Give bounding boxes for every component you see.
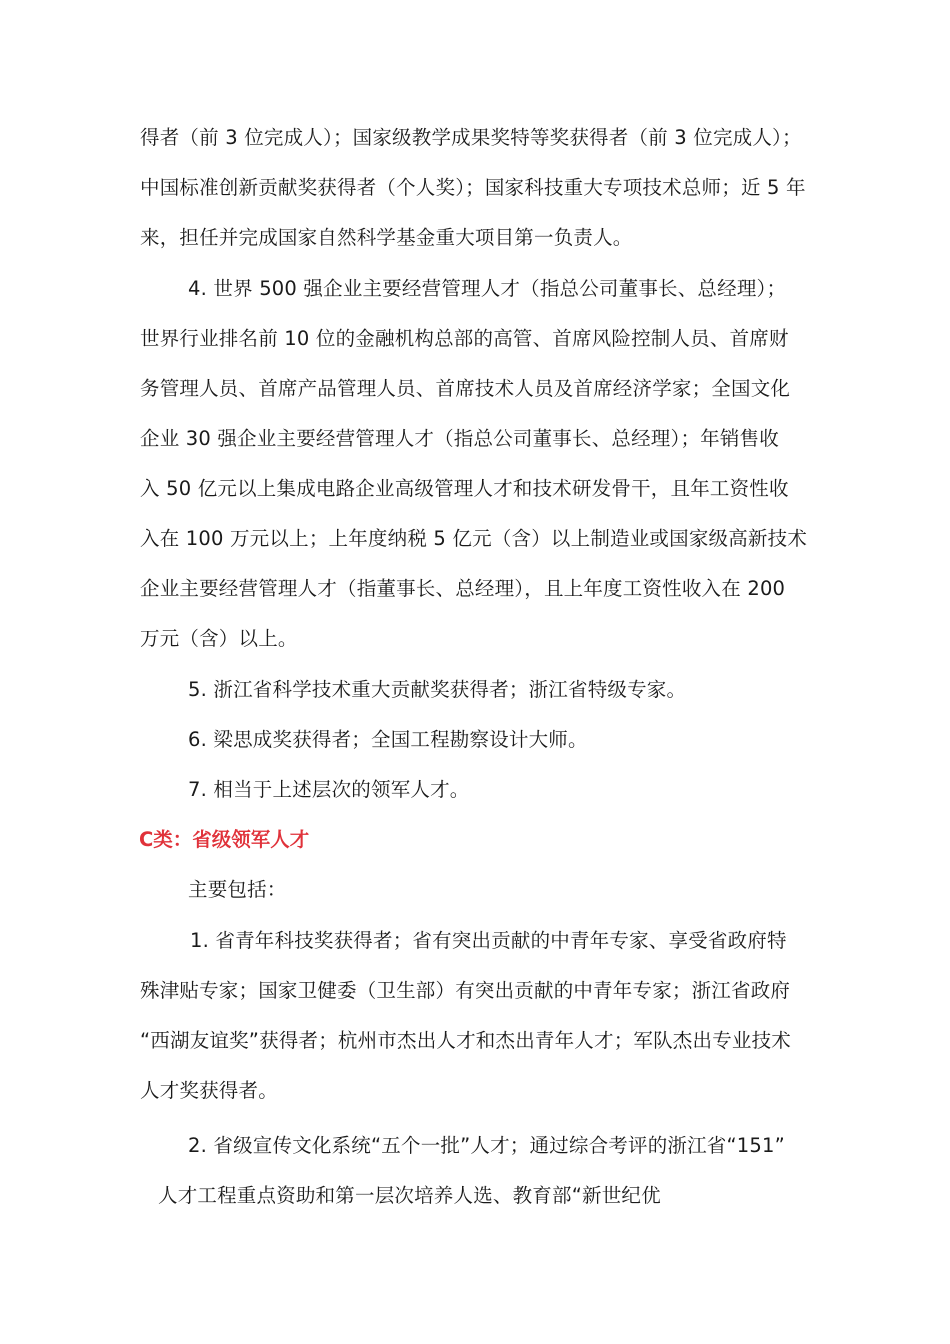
list-item-7: 7. 相当于上述层次的领军人才。 [188, 778, 470, 801]
paragraph-line: 企业主要经营管理人才（指董事长、总经理），且上年度工资性收入在 200 [140, 577, 786, 600]
paragraph-line: 得者（前 3 位完成人）；国家级教学成果奖特等奖获得者（前 3 位完成人）； [140, 126, 802, 149]
paragraph-line: 来，担任并完成国家自然科学基金重大项目第一负责人。 [140, 226, 633, 249]
paragraph-line: 入在 100 万元以上；上年度纳税 5 亿元（含）以上制造业或国家级高新技术 [140, 527, 808, 550]
paragraph-line: 殊津贴专家；国家卫健委（卫生部）有突出贡献的中青年专家；浙江省政府 [140, 979, 791, 1002]
list-item-1: 1. 省青年科技奖获得者；省有突出贡献的中青年专家、享受省政府特 [190, 929, 787, 952]
paragraph-line: 入 50 亿元以上集成电路企业高级管理人才和技术研发骨干，且年工资性收 [140, 477, 789, 500]
section-heading-c: C类：省级领军人才 [139, 828, 310, 851]
paragraph-line: 务管理人员、首席产品管理人员、首席技术人员及首席经济学家；全国文化 [140, 377, 791, 400]
intro-line: 主要包括： [188, 878, 287, 901]
paragraph-line: 人才奖获得者。 [140, 1079, 278, 1102]
list-item-6: 6. 梁思成奖获得者；全国工程勘察设计大师。 [188, 728, 588, 751]
paragraph-line: 万元（含）以上。 [140, 627, 298, 650]
paragraph-line: 中国标准创新贡献奖获得者（个人奖）；国家科技重大专项技术总师；近 5 年 [140, 176, 806, 199]
list-item-2: 2. 省级宣传文化系统“五个一批”人才；通过综合考评的浙江省“151” [188, 1134, 785, 1157]
list-item-4: 4. 世界 500 强企业主要经营管理人才（指总公司董事长、总经理）； [188, 277, 787, 300]
paragraph-line: 企业 30 强企业主要经营管理人才（指总公司董事长、总经理）；年销售收 [140, 427, 779, 450]
paragraph-line: 世界行业排名前 10 位的金融机构总部的高管、首席风险控制人员、首席财 [140, 327, 789, 350]
paragraph-line: “西湖友谊奖”获得者；杭州市杰出人才和杰出青年人才；军队杰出专业技术 [140, 1029, 792, 1052]
paragraph-line: 人才工程重点资助和第一层次培养人选、教育部“新世纪优 [158, 1184, 661, 1207]
list-item-5: 5. 浙江省科学技术重大贡献奖获得者；浙江省特级专家。 [188, 678, 687, 701]
